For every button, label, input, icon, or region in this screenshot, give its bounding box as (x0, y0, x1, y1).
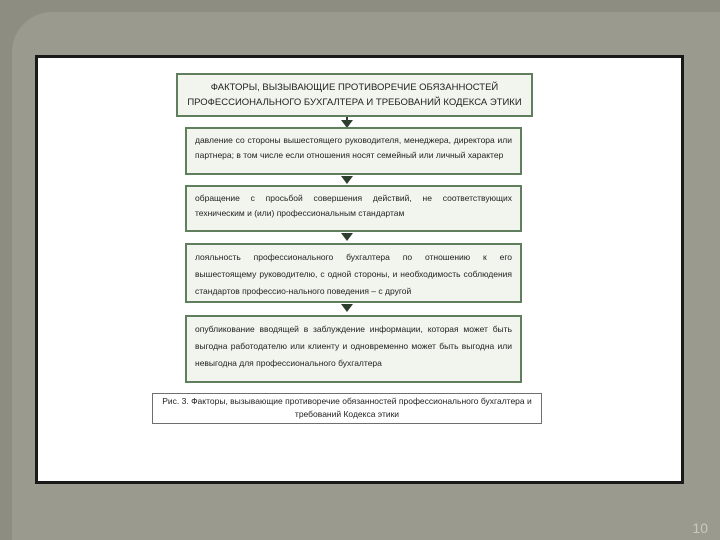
figure-caption-text: Рис. 3. Факторы, вызывающие противоречие обязанностей профессионального бухгалтера и требований Кодекса этики (162, 396, 532, 419)
factor-text-3: лояльность профессионального бухгалтера по отношению к его вышестоящему руководителю, с одной стороны, и необходимость соблюдения стандартов профессио-нального поведения – с другой (195, 252, 512, 296)
factor-box-2 (185, 185, 522, 232)
down-arrow-icon (341, 176, 353, 184)
factor-box-1 (185, 127, 522, 175)
down-arrow-icon (341, 304, 353, 312)
page-number: 10 (692, 520, 708, 536)
diagram-heading-text: ФАКТОРЫ, ВЫЗЫВАЮЩИЕ ПРОТИВОРЕЧИЕ ОБЯЗАННОСТЕЙ ПРОФЕССИОНАЛЬНОГО БУХГАЛТЕРА И ТРЕБОВАНИЙ КОДЕКСА ЭТИКИ (187, 82, 522, 108)
factor-text-1: давление со стороны вышестоящего руководителя, менеджера, директора или партнера; в том числе если отношения носят семейный или личный характер (195, 135, 512, 160)
down-arrow-icon (341, 233, 353, 241)
factor-box-3 (185, 243, 522, 303)
factor-box-4 (185, 315, 522, 383)
diagram-heading (176, 73, 533, 117)
factor-text-2: обращение с просьбой совершения действий, не соответствующих техническим и (или) профессиональным стандартам (195, 193, 512, 218)
factor-text-4: опубликование вводящей в заблуждение информации, которая может быть выгодна работодателю или клиенту и одновременно может быть выгодна или невыгодна для профессионального бухгалтера (195, 324, 512, 368)
figure-caption (152, 393, 542, 424)
